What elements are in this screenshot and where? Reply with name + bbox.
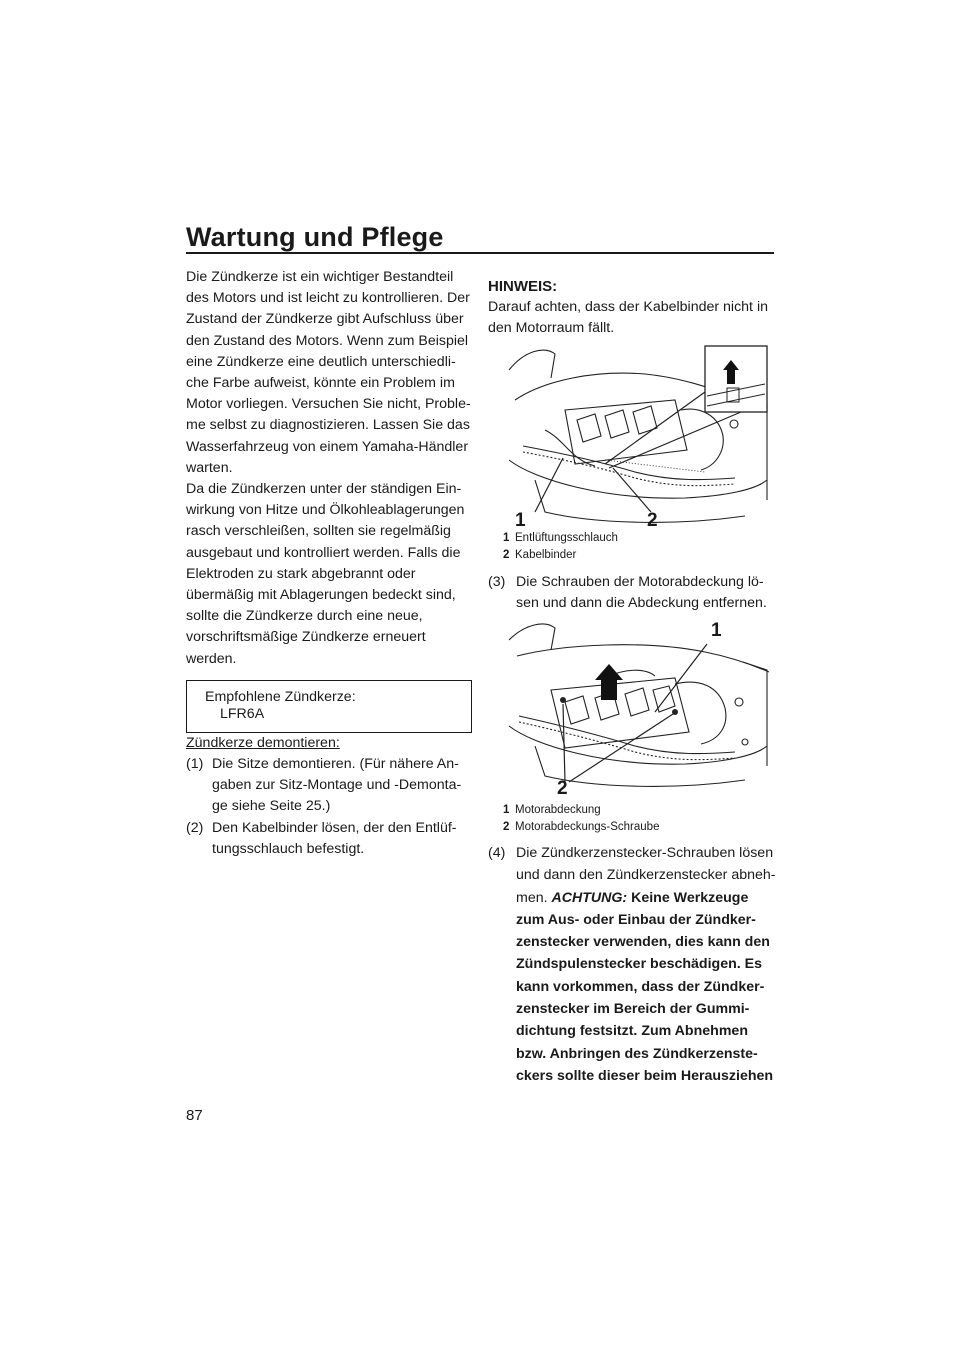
title-rule xyxy=(186,252,774,254)
step-text xyxy=(516,842,776,1087)
figure-engine-cover xyxy=(505,616,773,801)
intro-paragraph-2: Da die Zündkerzen unter der ständigen Einwirkung von Hitze und Ölkohleablagerungen rasch verschleißen, sollten sie regelmäßig ausgebaut und kontrolliert werden. Falls die Elektroden zu stark abgebrannt oder übermäßig mit Ablagerungen bedeckt sind, sollte die Zündkerze durch eine neue, vorschriftsmäßige Zündkerze erneuert werden. xyxy=(186,481,465,667)
note-text: Darauf achten, dass der Kabelbinder nicht in den Motorraum fällt. xyxy=(488,299,768,337)
page-number: 87 xyxy=(186,1107,203,1124)
spec-label: Empfohlene Zündkerze: xyxy=(205,688,356,705)
step-text: Die Sitze demontieren. (Für nähere Angaben zur Sitz-Montage und -Demontage siehe Seite 25.) xyxy=(212,756,462,815)
left-column xyxy=(186,267,472,860)
warning-label: ACHTUNG: xyxy=(551,889,628,906)
callout-1: 1 xyxy=(711,620,722,641)
legend-item: 2 Motorabdeckungs-Schraube xyxy=(503,821,660,833)
engine-illustration-2 xyxy=(505,616,773,801)
engine-illustration-1 xyxy=(505,340,773,532)
step-1 xyxy=(186,754,472,818)
step-text: Den Kabelbinder lösen, der den Entlüftungsschlauch befestigt. xyxy=(212,819,457,857)
intro-paragraph-1: Die Zündkerze ist ein wichtiger Bestandteil des Motors und ist leicht zu kontrollieren. Der Zustand der Zündkerze gibt Aufschluss über den Zustand des Motors. Wenn zum Beispiel eine Zündkerze eine deutlich unterschiedliche Farbe aufweist, könnte ein Problem im Motor vorliegen. Versuchen Sie nicht, Probleme selbst zu diagnostizieren. Lassen Sie das Wasserfahrzeug von einem Yamaha-Händler warten. xyxy=(186,269,471,476)
warning-text: Keine Werkzeuge zum Aus- oder Einbau der Zündkerzenstecker verwenden, dies kann den Zündspulenstecker beschädigen. Es kann vorkommen, dass der Zündkerzenstecker im Bereich der Gummidichtung festsitzt. Zum Abnehmen bzw. Anbringen des Zündkerzensteckers sollte dieser beim Herausziehen xyxy=(516,889,774,1084)
spark-plug-spec-box xyxy=(186,680,472,733)
callout-2: 2 xyxy=(557,778,568,799)
spec-value: LFR6A xyxy=(220,705,265,722)
note-block xyxy=(488,276,776,339)
step-3 xyxy=(488,572,776,614)
step-number: (2) xyxy=(186,819,204,836)
figure2-legend xyxy=(503,802,659,836)
legend-item: 1 Entlüftungsschlauch xyxy=(503,532,618,544)
legend-item: 2 Kabelbinder xyxy=(503,549,577,561)
step-2 xyxy=(186,818,472,860)
step-4 xyxy=(488,842,776,1087)
removal-subheading: Zündkerze demontieren: xyxy=(186,734,340,751)
note-heading: HINWEIS: xyxy=(488,278,558,295)
step-number: (1) xyxy=(186,756,204,773)
step-number: (4) xyxy=(488,845,506,861)
page-title: Wartung und Pflege xyxy=(186,222,444,252)
figure-hose-and-cable-tie xyxy=(505,340,773,532)
step-4-text: Die Zündkerzenstecker-Schrauben lösen und dann den Zündkerzenstecker abnehmen. xyxy=(516,845,776,906)
figure1-legend xyxy=(503,530,618,564)
legend-item: 1 Motorabdeckung xyxy=(503,804,601,816)
step-text: Die Schrauben der Motorabdeckung lösen und dann die Abdeckung entfernen. xyxy=(516,574,767,612)
callout-1: 1 xyxy=(515,510,526,531)
step-number: (3) xyxy=(488,574,506,590)
callout-2: 2 xyxy=(647,510,658,531)
